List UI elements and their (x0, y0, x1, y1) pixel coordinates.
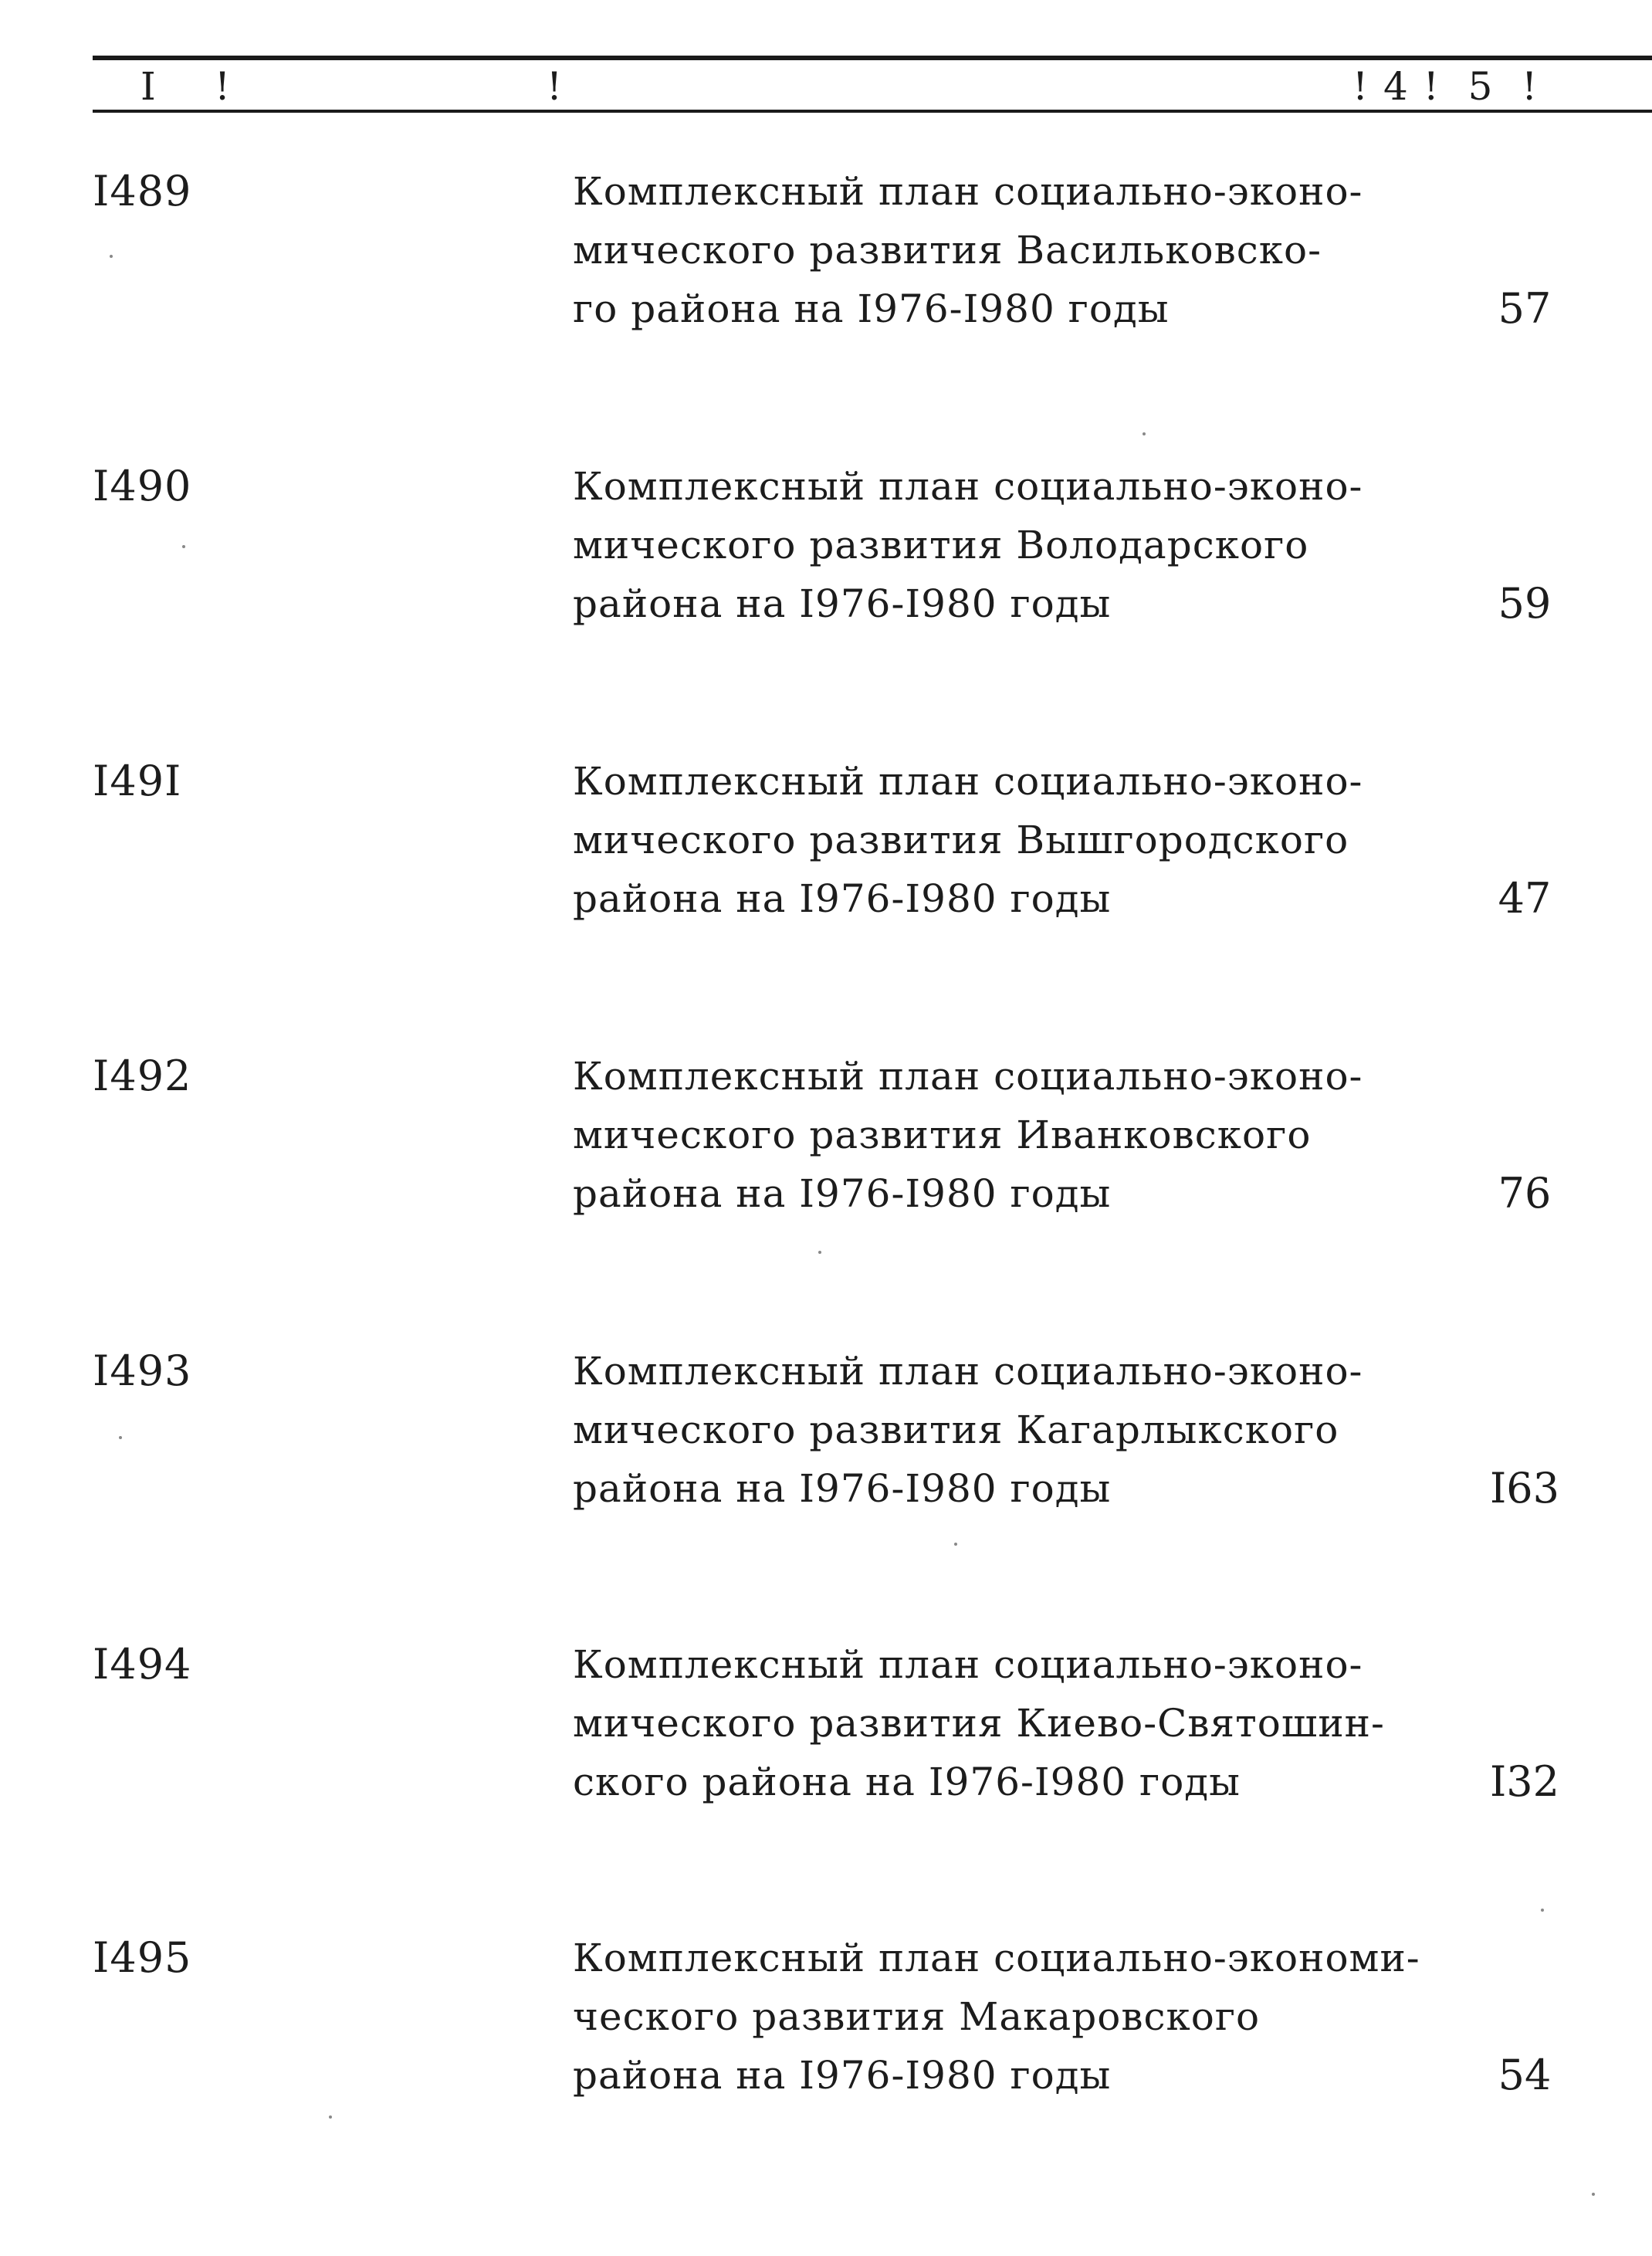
entry-title-line: Комплексный план социально-эконо- (573, 1349, 1363, 1394)
entry-sheet-count: I32 (1489, 1757, 1560, 1806)
entry-number: I49I (93, 757, 182, 805)
entry-sheet-count: 47 (1498, 874, 1552, 923)
entry-title-line: Комплексный план социально-эконо- (573, 1054, 1363, 1099)
inventory-entry (0, 1047, 1652, 1248)
entry-title-line: Комплексный план социально-эконо- (573, 464, 1363, 509)
entry-sheet-count: 57 (1498, 284, 1552, 333)
entry-title (573, 1047, 1363, 1223)
scan-speck (329, 2115, 332, 2119)
scan-speck (1592, 2193, 1595, 2196)
header-col-1: I (140, 64, 157, 109)
entry-title-line: мического развития Киево-Святошин- (573, 1701, 1385, 1746)
entry-sheet-count: 76 (1498, 1169, 1552, 1218)
entry-number: I490 (93, 462, 192, 510)
entry-title-line: мического развития Иванковского (573, 1113, 1312, 1157)
entry-number: I489 (93, 167, 192, 215)
entry-sheet-count: 54 (1498, 2051, 1552, 2099)
entry-title-line: района на I976-I980 годы (573, 1171, 1112, 1216)
entry-title-line: мического развития Кагарлыкского (573, 1407, 1339, 1452)
entry-title-line: района на I976-I980 годы (573, 1466, 1112, 1511)
scan-speck (119, 1436, 122, 1439)
inventory-entry (0, 457, 1652, 658)
header-top-rule (93, 56, 1652, 60)
entry-title-line: Комплексный план социально-экономи- (573, 1936, 1420, 1980)
entry-title (573, 1342, 1363, 1518)
entry-title (573, 162, 1363, 338)
entry-title (573, 1635, 1385, 1811)
entry-number: I492 (93, 1052, 192, 1100)
scan-speck (954, 1543, 957, 1546)
entry-number: I495 (93, 1933, 192, 1982)
entry-title-line: района на I976-I980 годы (573, 876, 1112, 921)
scan-speck (1143, 432, 1146, 435)
inventory-entry (0, 1929, 1652, 2129)
scan-speck (818, 1251, 821, 1254)
entry-title-line: ческого развития Макаровского (573, 1994, 1261, 2039)
entry-title-line: мического развития Володарского (573, 523, 1309, 567)
entry-title (573, 752, 1363, 928)
entry-title-line: Комплексный план социально-эконо- (573, 1642, 1363, 1687)
header-separator-1: ! (215, 64, 232, 109)
entry-title-line: района на I976-I980 годы (573, 2053, 1112, 2098)
inventory-entry (0, 1342, 1652, 1543)
header-separator-2: ! (547, 64, 564, 109)
header-col-4-5: ! 4 ! 5 ! (1352, 64, 1539, 109)
entry-title-line: го района на I976-I980 годы (573, 286, 1170, 331)
scan-speck (110, 255, 113, 258)
entry-title-line: ского района на I976-I980 годы (573, 1760, 1241, 1804)
entry-title (573, 1929, 1420, 2105)
header-bottom-rule (93, 110, 1652, 113)
entry-title-line: района на I976-I980 годы (573, 581, 1112, 626)
scan-speck (1541, 1909, 1544, 1912)
entry-number: I494 (93, 1640, 192, 1689)
entry-sheet-count: 59 (1498, 579, 1552, 628)
entry-title-line: мического развития Васильковско- (573, 228, 1322, 273)
entry-title-line: Комплексный план социально-эконо- (573, 169, 1363, 214)
inventory-entry (0, 162, 1652, 363)
inventory-entry (0, 1635, 1652, 1836)
entry-sheet-count: I63 (1489, 1464, 1560, 1512)
entry-number: I493 (93, 1346, 192, 1395)
inventory-entry (0, 752, 1652, 953)
scan-speck (182, 545, 185, 548)
entry-title-line: мического развития Вышгородского (573, 818, 1349, 862)
entry-title (573, 457, 1363, 633)
entry-title-line: Комплексный план социально-эконо- (573, 759, 1363, 804)
